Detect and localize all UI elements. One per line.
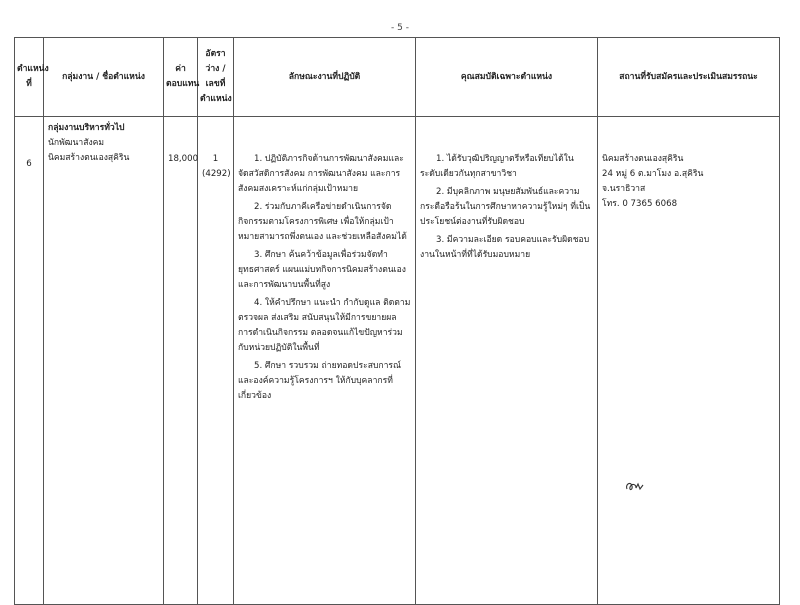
- position-group: กลุ่มงานบริหารทั่วไป: [48, 123, 125, 133]
- duty-item: 3. ศึกษา ค้นคว้าข้อมูลเพื่อร่วมจัดทำยุทธศาสตร์ แผนแม่บทกิจการนิคมสร้างตนเองและการพัฒนาบนพื้นที่สูง: [238, 250, 406, 290]
- cell-position: [44, 117, 164, 605]
- place-line: โทร. 0 7365 6068: [602, 199, 678, 209]
- header-no: ตำแหน่งที่: [15, 38, 44, 117]
- qualification-item: 3. มีความละเอียด รอบคอบและรับผิดชอบงานในหน้าที่ที่ได้รับมอบหมาย: [420, 235, 590, 260]
- position-title: นักพัฒนาสังคม: [48, 138, 105, 148]
- header-salary: ค่าตอบแทน: [164, 38, 198, 117]
- duty-item: 5. ศึกษา รวบรวม ถ่ายทอดประสบการณ์และองค์ความรู้โครงการฯ ให้กับบุคลากรที่เกี่ยวข้อง: [238, 361, 402, 401]
- place-line: 24 หมู่ 6 ต.มาโมง อ.สุคิริน: [602, 169, 704, 179]
- cell-qualifications: [416, 117, 598, 605]
- position-table: [14, 37, 780, 605]
- header-duties: ลักษณะงานที่ปฏิบัติ: [234, 38, 416, 117]
- header-position: กลุ่มงาน / ชื่อตำแหน่ง: [44, 38, 164, 117]
- table-row: [15, 117, 780, 605]
- header-row: [15, 38, 780, 117]
- duty-item: 1. ปฏิบัติภารกิจด้านการพัฒนาสังคมและจัดสวัสดิการสังคม การพัฒนาสังคม และการสังคมสงเคราะห์แก่กลุ่มเป้าหมาย: [238, 154, 404, 194]
- signature-mark: [624, 478, 646, 494]
- place-line: นิคมสร้างตนเองสุคิริน: [602, 154, 684, 164]
- place-line: จ.นราธิวาส: [602, 184, 646, 194]
- duty-item: 4. ให้คำปรึกษา แนะนำ กำกับดูแล ติดตามตรวจผล ส่งเสริม สนับสนุนให้มีการขยายผลการดำเนินกิจกรรม ตลอดจนแก้ไขปัญหาร่วมกับหน่วยปฏิบัติในพื้นที่: [238, 298, 411, 353]
- cell-duties: [234, 117, 416, 605]
- rate-count: 1: [212, 154, 219, 164]
- header-rate: อัตราว่าง / เลขที่ตำแหน่ง: [198, 38, 234, 117]
- qualification-item: 1. ได้รับวุฒิปริญญาตรีหรือเทียบได้ในระดับเดียวกันทุกสาขาวิชา: [420, 154, 574, 179]
- rate-number: (4292): [202, 169, 231, 179]
- duty-item: 2. ร่วมกับภาคีเครือข่ายดำเนินการจัดกิจกรรมตามโครงการพิเศษ เพื่อให้กลุ่มเป้าหมายสามารถพึ่งตนเอง และช่วยเหลือสังคมได้: [238, 202, 407, 242]
- cell-place: [598, 117, 780, 605]
- qualification-item: 2. มีบุคลิกภาพ มนุษยสัมพันธ์และความกระตือรือร้นในการศึกษาหาความรู้ใหม่ๆ ที่เป็นประโยชน์ต่องานที่รับผิดชอบ: [420, 187, 591, 227]
- header-qualifications: คุณสมบัติเฉพาะตำแหน่ง: [416, 38, 598, 117]
- cell-rate: [198, 117, 234, 605]
- page-number: - 5 -: [391, 23, 409, 33]
- header-place: สถานที่รับสมัครและประเมินสมรรถนะ: [598, 38, 780, 117]
- position-unit: นิคมสร้างตนเองสุคิริน: [48, 153, 130, 163]
- cell-salary: 18,000: [164, 117, 198, 605]
- cell-no: 6: [15, 117, 44, 605]
